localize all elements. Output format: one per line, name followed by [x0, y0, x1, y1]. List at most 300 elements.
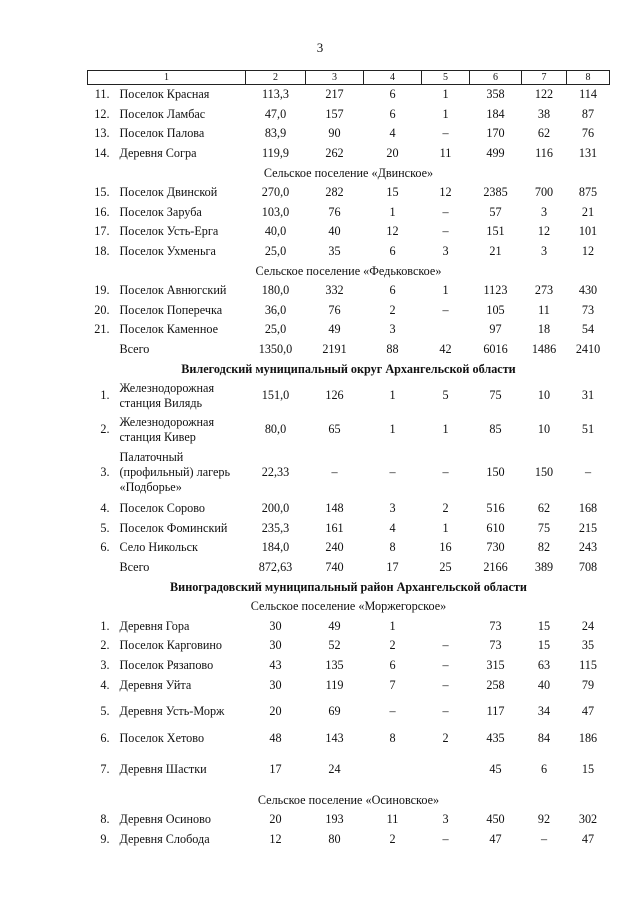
column-header: 3: [306, 71, 364, 85]
cell-col-4: 88: [386, 342, 399, 357]
cell-col-4: –: [389, 465, 396, 480]
section-heading: Сельское поселение «Двинское»: [263, 165, 434, 180]
settlement-name: Поселок Заруба: [119, 204, 202, 219]
settlement-name: Поселок Палова: [119, 126, 205, 141]
cell-col-2: 12: [269, 831, 282, 846]
cell-col-7: 12: [537, 224, 551, 239]
cell-col-7: 273: [534, 283, 554, 298]
cell-col-7: 122: [534, 87, 554, 102]
cell-col-5: –: [442, 677, 449, 692]
cell-col-5: –: [442, 224, 449, 239]
cell-col-8: 115: [579, 657, 597, 672]
section-heading: Сельское поселение «Моржегорское»: [250, 599, 447, 614]
cell-col-3: 49: [328, 322, 341, 337]
cell-col-4: 11: [386, 812, 399, 827]
cell-col-4: 17: [386, 559, 399, 574]
settlement-name: Поселок Ламбас: [119, 106, 206, 121]
row-number: 4.: [100, 677, 110, 692]
row-number: 18.: [94, 244, 110, 259]
cell-col-3: 49: [328, 618, 341, 633]
cell-col-8: 24: [581, 618, 595, 633]
cell-col-7: 82: [537, 540, 551, 555]
settlement-name: Всего: [119, 342, 150, 357]
settlement-name: Поселок Фоминский: [119, 520, 228, 535]
cell-col-7: 63: [537, 657, 551, 672]
cell-col-3: 80: [328, 831, 341, 846]
cell-col-6: 2166: [483, 559, 508, 574]
table-row: [88, 222, 610, 242]
cell-col-5: 11: [439, 146, 452, 161]
cell-col-3: 2191: [322, 342, 347, 357]
table-row: [88, 413, 610, 447]
cell-col-2: 48: [269, 731, 282, 746]
cell-col-7: 10: [537, 388, 551, 403]
cell-col-3: 76: [328, 204, 341, 219]
cell-col-2: 1350,0: [258, 342, 293, 357]
column-header: 2: [246, 71, 306, 85]
table-body: [88, 71, 610, 850]
cell-col-5: 12: [439, 185, 452, 200]
cell-col-4: 6: [389, 283, 396, 298]
row-number: 8.: [100, 812, 110, 827]
row-number: 2.: [100, 638, 110, 653]
cell-col-8: 76: [581, 126, 595, 141]
cell-col-7: 62: [537, 501, 551, 516]
district-heading: Вилегодский муниципальный округ Архангельской области: [181, 361, 516, 376]
cell-col-6: 435: [486, 731, 505, 746]
section-heading: Сельское поселение «Федьковское»: [255, 263, 442, 278]
row-number: 6.: [100, 540, 110, 555]
cell-col-2: 43: [269, 657, 282, 672]
cell-col-8: 87: [581, 106, 595, 121]
settlement-name: Поселок Красная: [119, 87, 210, 102]
cell-col-6: 499: [486, 146, 505, 161]
column-header: 8: [567, 71, 610, 85]
cell-col-4: 6: [389, 244, 396, 259]
cell-col-6: 730: [486, 540, 505, 555]
cell-col-6: 105: [486, 302, 505, 317]
table-row: [88, 830, 610, 850]
row-number: 3.: [100, 465, 110, 480]
cell-col-6: 85: [489, 422, 502, 437]
cell-col-3: 143: [325, 731, 344, 746]
cell-col-6: 315: [486, 657, 505, 672]
cell-col-2: 30: [269, 618, 282, 633]
table-row: [88, 616, 610, 636]
row-number: 11.: [94, 87, 110, 102]
cell-col-7: 3: [540, 204, 548, 219]
section-heading-row: [88, 261, 610, 281]
cell-col-4: 1: [389, 388, 396, 403]
cell-col-7: 62: [537, 126, 551, 141]
column-header: 6: [470, 71, 522, 85]
cell-col-6: 117: [486, 704, 505, 719]
cell-col-2: 180,0: [261, 283, 290, 298]
cell-col-8: 875: [578, 185, 598, 200]
cell-col-8: 51: [581, 422, 595, 437]
cell-col-7: 18: [537, 322, 551, 337]
cell-col-2: 30: [269, 638, 282, 653]
cell-col-5: –: [442, 831, 449, 846]
cell-col-8: 12: [581, 244, 595, 259]
column-header: 1: [88, 71, 246, 85]
table-row: [88, 242, 610, 262]
cell-col-2: 25,0: [264, 244, 287, 259]
settlement-name: Поселок Каменное: [119, 322, 219, 337]
cell-col-6: 73: [489, 638, 502, 653]
cell-col-5: 5: [442, 388, 449, 403]
cell-col-5: –: [442, 638, 449, 653]
cell-col-8: 101: [578, 224, 598, 239]
cell-col-5: 25: [439, 559, 452, 574]
cell-col-5: 2: [442, 501, 449, 516]
cell-col-8: 54: [581, 322, 595, 337]
cell-col-8: 47: [581, 704, 595, 719]
cell-col-6: 151: [486, 224, 505, 239]
settlement-name: Поселок Поперечка: [119, 302, 223, 317]
cell-col-7: 10: [537, 422, 551, 437]
cell-col-5: 42: [439, 342, 452, 357]
cell-col-4: 6: [389, 657, 396, 672]
table-row: [88, 447, 610, 499]
column-header: 7: [522, 71, 567, 85]
table-row: [88, 320, 610, 340]
cell-col-6: 150: [486, 465, 505, 480]
cell-col-8: 708: [578, 559, 598, 574]
cell-col-7: 700: [534, 185, 554, 200]
cell-col-3: 126: [325, 388, 344, 403]
settlement-name: Железнодорожная станция Кивер: [119, 414, 215, 444]
table-row: [88, 810, 610, 830]
settlement-name: Деревня Уйта: [119, 677, 192, 692]
cell-col-3: 282: [325, 185, 344, 200]
settlement-name: Деревня Согра: [119, 146, 197, 161]
table-row: [88, 656, 610, 676]
row-number: [88, 340, 118, 360]
total-row: [88, 340, 610, 360]
cell-col-3: 240: [325, 540, 344, 555]
cell-col-3: 740: [325, 559, 344, 574]
table-row: [88, 85, 610, 105]
district-heading-row: [88, 577, 610, 597]
cell-col-5: [422, 616, 470, 636]
table-row: [88, 144, 610, 164]
cell-col-8: 430: [578, 283, 598, 298]
table-row: [88, 695, 610, 729]
section-heading: Сельское поселение «Осиновское»: [257, 792, 440, 807]
cell-col-7: 150: [534, 465, 554, 480]
cell-col-5: 1: [442, 87, 449, 102]
cell-col-7: 15: [537, 638, 551, 653]
cell-col-8: 15: [581, 761, 595, 776]
cell-col-8: –: [584, 465, 592, 480]
cell-col-2: 17: [269, 761, 282, 776]
cell-col-4: 4: [389, 520, 396, 535]
column-header: 5: [422, 71, 470, 85]
cell-col-8: 21: [581, 204, 595, 219]
cell-col-3: 217: [325, 87, 344, 102]
cell-col-6: 2385: [483, 185, 508, 200]
row-number: 16.: [94, 204, 110, 219]
total-row: [88, 558, 610, 578]
table-row: [88, 636, 610, 656]
cell-col-4: –: [389, 704, 396, 719]
cell-col-2: 103,0: [261, 204, 290, 219]
row-number: 1.: [100, 388, 110, 403]
cell-col-4: 3: [389, 501, 396, 516]
cell-col-2: 270,0: [261, 185, 290, 200]
cell-col-8: 35: [581, 638, 595, 653]
cell-col-2: 151,0: [261, 388, 290, 403]
cell-col-3: 193: [325, 812, 344, 827]
table-row: [88, 499, 610, 519]
settlement-name: Деревня Слобода: [119, 831, 210, 846]
cell-col-6: 516: [486, 501, 505, 516]
cell-col-7: 116: [535, 146, 553, 161]
cell-col-2: 200,0: [261, 501, 290, 516]
section-heading-row: [88, 790, 610, 810]
cell-col-4: 3: [389, 322, 396, 337]
cell-col-4: 15: [386, 185, 399, 200]
settlement-name: Село Никольск: [119, 540, 198, 555]
cell-col-4: 7: [389, 677, 396, 692]
cell-col-4: 2: [389, 302, 396, 317]
cell-col-7: 75: [537, 520, 551, 535]
row-number: 4.: [100, 501, 110, 516]
cell-col-4: 2: [389, 831, 396, 846]
cell-col-6: 1123: [483, 283, 508, 298]
row-number: 5.: [100, 704, 110, 719]
cell-col-4: 12: [386, 224, 399, 239]
cell-col-7: 6: [540, 761, 548, 776]
cell-col-8: 114: [579, 87, 597, 102]
row-number: [88, 558, 118, 578]
table-row: [88, 748, 610, 790]
cell-col-8: 2410: [575, 342, 601, 357]
cell-col-3: 157: [325, 106, 344, 121]
row-number: 21.: [94, 322, 110, 337]
row-number: 6.: [100, 731, 110, 746]
cell-col-2: 872,63: [258, 559, 293, 574]
cell-col-2: 20: [269, 812, 282, 827]
settlement-name: Деревня Гора: [119, 618, 190, 633]
cell-col-8: 73: [581, 302, 595, 317]
cell-col-7: 15: [537, 618, 551, 633]
row-number: 13.: [94, 126, 110, 141]
table-row: [88, 124, 610, 144]
cell-col-8: 215: [578, 520, 598, 535]
cell-col-2: 36,0: [264, 302, 287, 317]
row-number: 5.: [100, 520, 110, 535]
cell-col-6: 450: [486, 812, 505, 827]
row-number: 20.: [94, 302, 110, 317]
settlement-name: Деревня Осиново: [119, 812, 211, 827]
cell-col-3: 76: [328, 302, 341, 317]
cell-col-3: 40: [328, 224, 341, 239]
cell-col-5: 1: [442, 283, 449, 298]
cell-col-6: 358: [486, 87, 505, 102]
row-number: 15.: [94, 185, 110, 200]
table-row: [88, 519, 610, 539]
row-number: 2.: [100, 422, 110, 437]
cell-col-7: 11: [538, 302, 550, 317]
cell-col-8: 243: [578, 540, 598, 555]
cell-col-2: 235,3: [261, 520, 290, 535]
cell-col-6: 21: [489, 244, 502, 259]
row-number: 7.: [100, 761, 110, 776]
page-number: 3: [316, 40, 324, 55]
cell-col-4: 20: [386, 146, 399, 161]
cell-col-5: [422, 748, 470, 790]
cell-col-2: 80,0: [264, 422, 287, 437]
cell-col-5: 1: [442, 106, 449, 121]
cell-col-5: 3: [442, 244, 449, 259]
settlement-name: Поселок Карговино: [119, 638, 222, 653]
cell-col-4: 2: [389, 638, 396, 653]
cell-col-3: 24: [328, 761, 341, 776]
cell-col-5: 2: [442, 731, 449, 746]
cell-col-7: 1486: [531, 342, 557, 357]
cell-col-3: –: [331, 465, 338, 480]
column-header-row: [88, 71, 610, 85]
cell-col-5: –: [442, 204, 449, 219]
settlement-name: Поселок Двинской: [119, 185, 218, 200]
cell-col-6: 97: [489, 322, 502, 337]
cell-col-6: 610: [486, 520, 505, 535]
column-header: 4: [364, 71, 422, 85]
cell-col-6: 47: [489, 831, 502, 846]
row-number: 12.: [94, 106, 110, 121]
settlement-name: Всего: [119, 559, 150, 574]
cell-col-8: 186: [578, 731, 598, 746]
cell-col-5: 1: [442, 520, 449, 535]
settlement-name: Поселок Авнюгский: [119, 283, 227, 298]
cell-col-5: –: [442, 302, 449, 317]
cell-col-7: –: [540, 831, 548, 846]
cell-col-7: 3: [540, 244, 548, 259]
settlement-name: Поселок Рязапово: [119, 657, 214, 672]
cell-col-7: 40: [537, 677, 551, 692]
cell-col-3: 135: [325, 657, 344, 672]
cell-col-3: 119: [325, 677, 344, 692]
cell-col-7: 38: [537, 106, 551, 121]
cell-col-5: –: [442, 657, 449, 672]
cell-col-7: 84: [537, 731, 551, 746]
cell-col-2: 83,9: [264, 126, 287, 141]
cell-col-6: 73: [489, 618, 502, 633]
cell-col-4: 1: [389, 422, 396, 437]
row-number: 14.: [94, 146, 110, 161]
table-row: [88, 675, 610, 695]
cell-col-2: 184,0: [261, 540, 290, 555]
row-number: 1.: [100, 618, 110, 633]
cell-col-3: 35: [328, 244, 341, 259]
cell-col-5: –: [442, 126, 449, 141]
settlements-table: [87, 70, 610, 849]
row-number: 19.: [94, 283, 110, 298]
cell-col-8: 168: [578, 501, 598, 516]
cell-col-6: 170: [486, 126, 505, 141]
cell-col-6: 45: [489, 761, 502, 776]
district-heading-row: [88, 359, 610, 379]
cell-col-8: 131: [578, 146, 598, 161]
cell-col-7: 92: [537, 812, 551, 827]
settlement-name: Деревня Шастки: [119, 761, 207, 776]
cell-col-4: 8: [389, 540, 396, 555]
cell-col-3: 161: [325, 520, 344, 535]
cell-col-2: 30: [269, 677, 282, 692]
table-row: [88, 379, 610, 413]
settlement-name: Поселок Хетово: [119, 731, 205, 746]
cell-col-6: 258: [486, 677, 505, 692]
cell-col-4: 8: [389, 731, 396, 746]
cell-col-7: 34: [537, 704, 551, 719]
table-row: [88, 281, 610, 301]
cell-col-3: 332: [325, 283, 344, 298]
cell-col-4: [364, 748, 422, 790]
cell-col-2: 40,0: [264, 224, 287, 239]
cell-col-6: 6016: [483, 342, 508, 357]
cell-col-5: [422, 320, 470, 340]
table-row: [88, 105, 610, 125]
cell-col-2: 20: [269, 704, 282, 719]
cell-col-6: 75: [489, 388, 502, 403]
cell-col-4: 4: [389, 126, 396, 141]
cell-col-5: 16: [439, 540, 452, 555]
table-row: [88, 729, 610, 749]
cell-col-2: 113,3: [262, 87, 289, 102]
table-row: [88, 301, 610, 321]
settlement-name: Поселок Ухменьга: [119, 244, 216, 259]
cell-col-7: 389: [534, 559, 554, 574]
cell-col-5: –: [442, 465, 449, 480]
cell-col-3: 65: [328, 422, 341, 437]
row-number: 9.: [100, 831, 110, 846]
cell-col-2: 25,0: [264, 322, 287, 337]
cell-col-4: 6: [389, 106, 396, 121]
cell-col-8: 302: [578, 812, 598, 827]
cell-col-3: 262: [325, 146, 344, 161]
cell-col-4: 1: [389, 618, 396, 633]
cell-col-4: 1: [389, 204, 396, 219]
table-row: [88, 538, 610, 558]
cell-col-2: 119,9: [262, 146, 289, 161]
cell-col-8: 47: [581, 831, 595, 846]
cell-col-3: 69: [328, 704, 341, 719]
section-heading-row: [88, 597, 610, 617]
cell-col-3: 52: [328, 638, 341, 653]
settlement-name: Железнодорожная станция Вилядь: [119, 380, 215, 410]
settlement-name: Поселок Сорово: [119, 501, 205, 516]
cell-col-8: 79: [581, 677, 595, 692]
settlement-name: Поселок Усть-Ерга: [119, 224, 219, 239]
section-heading-row: [88, 163, 610, 183]
row-number: 3.: [100, 657, 110, 672]
cell-col-4: 6: [389, 87, 396, 102]
cell-col-3: 148: [325, 501, 344, 516]
cell-col-6: 184: [486, 106, 505, 121]
settlement-name: Палаточный (профильный) лагерь «Подборье»: [119, 450, 231, 495]
cell-col-6: 57: [489, 204, 502, 219]
district-heading: Виноградовский муниципальный район Архангельской области: [170, 579, 527, 594]
cell-col-2: 22,33: [261, 465, 290, 480]
cell-col-3: 90: [328, 126, 341, 141]
settlement-name: Деревня Усть-Морж: [119, 704, 225, 719]
table-row: [88, 183, 610, 203]
table-row: [88, 203, 610, 223]
cell-col-5: 3: [442, 812, 449, 827]
cell-col-2: 47,0: [264, 106, 287, 121]
